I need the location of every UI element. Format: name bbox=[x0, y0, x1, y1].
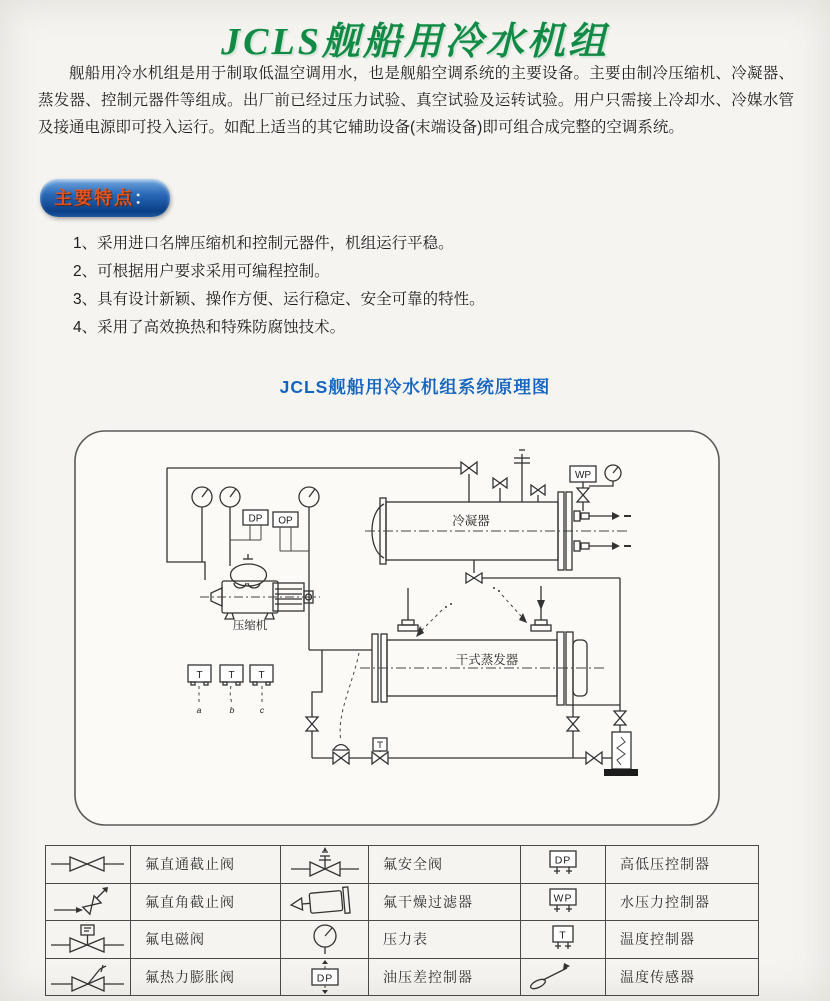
sensor-point-b: b bbox=[229, 705, 235, 715]
features-list bbox=[73, 230, 485, 342]
diagram-title: JCLS舰船用冷水机组系统原理图 bbox=[279, 377, 551, 397]
evaporator-label: 干式蒸发器 bbox=[455, 653, 519, 667]
features-heading: 主要特点 bbox=[54, 188, 134, 208]
legend-label: 氟热力膨胀阀 bbox=[131, 958, 281, 996]
svg-text:DP: DP bbox=[316, 972, 333, 985]
thermal-expansion-valve-icon bbox=[46, 958, 131, 996]
oil-pressure-diff-controller-icon bbox=[281, 958, 369, 996]
compressor-label: 压缩机 bbox=[232, 620, 268, 632]
t-controller-label: T bbox=[228, 670, 235, 681]
legend-label: 油压差控制器 bbox=[369, 958, 521, 996]
pressure-gauge-icon bbox=[281, 921, 369, 959]
intro-paragraph: 舰船用冷水机组是用于制取低温空调用水，也是舰船空调系统的主要设备。主要由制冷压缩机、冷凝器、蒸发器、控制元器件等组成。出厂前已经过压力试验、真空试验及运转试验。用户只需接上冷却水、冷媒水管及接通电源即可投入运行。如配上适当的其它辅助设备(末端设备)即可组合成完整的空调系统。 bbox=[38, 65, 794, 136]
feature-item: 2、可根据用户要求采用可编程控制。 bbox=[73, 263, 330, 280]
temperature-sensor-icon bbox=[521, 958, 606, 996]
legend-table bbox=[45, 845, 759, 996]
legend-label: 温度传感器 bbox=[606, 958, 759, 996]
feature-item: 1、采用进口名牌压缩机和控制元器件，机组运行平稳。 bbox=[73, 235, 454, 252]
legend-label: 氟安全阀 bbox=[369, 846, 521, 884]
legend-label: 高低压控制器 bbox=[606, 846, 759, 884]
dp-controller-label: DP bbox=[248, 513, 263, 525]
feature-item: 4、采用了高效换热和特殊防腐蚀技术。 bbox=[73, 319, 346, 336]
sensor-point-c: c bbox=[259, 705, 265, 715]
legend-label: 压力表 bbox=[369, 921, 521, 959]
condenser-label: 冷凝器 bbox=[452, 514, 490, 528]
solenoid-valve-icon bbox=[46, 921, 131, 959]
feature-item: 3、具有设计新颖、操作方便、运行稳定、安全可靠的特性。 bbox=[73, 291, 485, 308]
legend-label: 氟直角截止阀 bbox=[131, 883, 281, 921]
safety-valve-icon bbox=[281, 846, 369, 884]
page-title: JCLS舰船用冷水机组 bbox=[221, 21, 609, 63]
angle-stop-valve-icon bbox=[46, 883, 131, 921]
wp-controller-label: WP bbox=[574, 470, 592, 481]
legend-row bbox=[46, 958, 759, 996]
svg-text:DP: DP bbox=[554, 854, 572, 867]
op-controller-label: OP bbox=[278, 515, 293, 527]
water-pressure-controller-icon bbox=[521, 883, 606, 921]
legend-row bbox=[46, 921, 759, 959]
t-controller-label: T bbox=[196, 670, 203, 681]
svg-text:WP: WP bbox=[553, 892, 573, 905]
svg-text:T: T bbox=[559, 929, 567, 942]
drying-filter-icon bbox=[281, 883, 369, 921]
system-schematic-svg bbox=[72, 428, 722, 828]
t-controller-label: T bbox=[258, 670, 265, 681]
legend-label: 氟直通截止阀 bbox=[131, 846, 281, 884]
legend-label: 水压力控制器 bbox=[606, 883, 759, 921]
legend-label: 氟电磁阀 bbox=[131, 921, 281, 959]
legend-label: 氟干燥过滤器 bbox=[369, 883, 521, 921]
temperature-controller-icon bbox=[521, 921, 606, 959]
legend-row bbox=[46, 846, 759, 884]
sensor-point-a: a bbox=[196, 705, 202, 715]
high-low-pressure-controller-icon bbox=[521, 846, 606, 884]
legend-row bbox=[46, 883, 759, 921]
system-diagram bbox=[72, 428, 722, 828]
straight-through-stop-valve-icon bbox=[46, 846, 131, 884]
features-heading-colon: ： bbox=[134, 188, 154, 208]
legend-label: 温度控制器 bbox=[606, 921, 759, 959]
features-banner bbox=[40, 179, 170, 217]
